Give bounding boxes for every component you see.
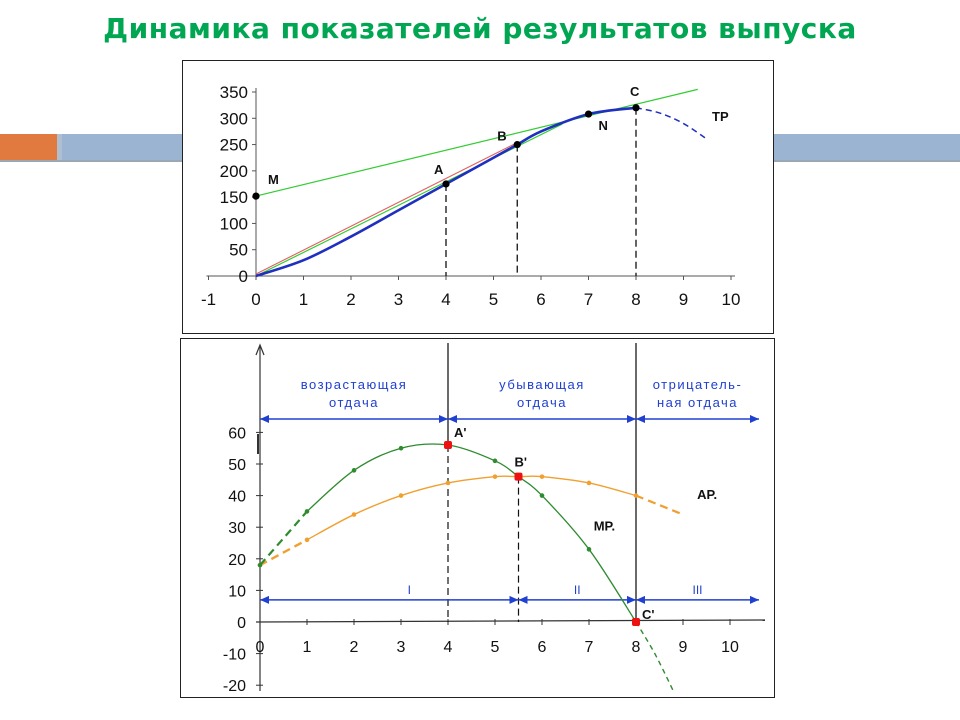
stage-label: II (573, 582, 581, 597)
mp-point (352, 468, 357, 473)
mp-curve (307, 444, 636, 622)
x-tick-label: 4 (441, 290, 451, 309)
ap-curve (307, 476, 636, 540)
mp-ap-chart-panel (180, 338, 775, 698)
stage-arrow-3-head-right (750, 596, 759, 604)
tp-chart-panel (182, 60, 774, 334)
point-label: A (434, 162, 444, 177)
x-tick-label: -1 (200, 290, 217, 309)
y-tick-label: 300 (219, 109, 248, 129)
y-tick-label: 20 (228, 551, 246, 569)
x-axis (256, 620, 765, 622)
mp-point (540, 493, 545, 498)
marker-c-prime (632, 618, 640, 626)
mp-point (399, 446, 404, 451)
ray-line-red (256, 143, 517, 274)
x-tick-label: 7 (584, 639, 594, 656)
x-tick-label: 0 (255, 639, 265, 656)
point-a (442, 180, 449, 187)
y-tick-label: 30 (228, 520, 246, 538)
x-tick-label: 3 (393, 290, 404, 309)
ap-point (399, 493, 404, 498)
point-label: M (268, 172, 279, 188)
x-tick-label: 6 (536, 290, 546, 309)
ap-curve-dashed-end (636, 496, 683, 515)
x-tick-label: 5 (490, 639, 500, 656)
ap-point (587, 481, 592, 486)
point-m (252, 192, 259, 199)
x-tick-label: 10 (721, 639, 739, 656)
y-tick-label: 200 (219, 161, 248, 181)
x-tick-label: 6 (537, 639, 547, 656)
x-tick-label: 7 (583, 290, 594, 309)
stage-label: III (692, 582, 703, 597)
region-arrow-decreasing-head-left (448, 415, 457, 423)
mp-point (493, 459, 498, 464)
point-n (585, 110, 592, 117)
region-label: возрастающая (300, 377, 408, 392)
ap-curve-dashed-start (260, 540, 307, 565)
mp-curve-label: MP. (593, 518, 616, 534)
x-tick-label: 2 (346, 290, 356, 309)
marker-a-prime (444, 441, 452, 449)
point-label: N (598, 118, 608, 134)
y-tick-label: -10 (222, 646, 246, 664)
x-tick-label: 2 (349, 639, 359, 656)
point-label: C (630, 83, 640, 99)
tp-chart (183, 61, 773, 333)
marker-label: C' (642, 607, 655, 622)
x-tick-label: 9 (678, 639, 688, 656)
region-arrow-negative-head-left (636, 415, 645, 423)
y-tick-label: 10 (228, 583, 246, 601)
marker-b-prime (515, 473, 523, 481)
mp-curve-dashed-end (636, 622, 674, 692)
y-tick-label: 350 (219, 83, 248, 102)
marker-label: A' (454, 425, 467, 441)
point-b (514, 141, 521, 148)
mp-point (305, 509, 310, 514)
x-tick-label: 10 (721, 290, 741, 309)
x-tick-label: 4 (443, 639, 453, 656)
region-arrow-increasing-head-left (260, 415, 269, 423)
y-tick-label: 0 (237, 615, 246, 632)
y-tick-label: 150 (219, 188, 248, 208)
tp-curve-dashed (636, 108, 707, 140)
ap-point (352, 512, 357, 517)
mp-curve-dashed-start (260, 511, 307, 565)
stage-arrow-2-head-right (627, 596, 636, 604)
x-tick-label: 1 (298, 290, 309, 309)
slide-title: Динамика показателей результатов выпуска (103, 12, 857, 45)
tangent-line-m (256, 89, 698, 196)
region-arrow-negative-head-right (750, 415, 759, 423)
y-tick-label: -20 (222, 678, 246, 696)
ap-point (493, 474, 498, 479)
ap-point (634, 493, 639, 498)
stage-arrow-2-head-left (519, 596, 528, 604)
ap-point (540, 474, 545, 479)
y-tick-label: 50 (228, 457, 246, 474)
decor-band-orange (0, 134, 57, 160)
ap-curve-label: AP. (697, 486, 718, 502)
region-label: отдача (329, 395, 379, 410)
x-tick-label: 8 (631, 639, 641, 656)
ap-point (446, 481, 451, 486)
point-label: B (497, 128, 507, 144)
stage-arrow-1-head-left (260, 596, 269, 604)
stage-label: I (407, 582, 411, 597)
marker-label: B' (514, 454, 527, 470)
region-label: отрицатель- (652, 377, 743, 392)
stage-arrow-3-head-left (636, 596, 645, 604)
mp-ap-chart (181, 339, 774, 697)
region-label: отдача (517, 395, 567, 410)
y-tick-label: 60 (228, 425, 246, 443)
y-tick-label: 40 (228, 488, 246, 506)
x-tick-label: 0 (251, 290, 261, 309)
region-arrow-decreasing-head-right (627, 415, 636, 423)
mp-point (587, 547, 592, 552)
x-tick-label: 1 (302, 639, 312, 656)
y-tick-label: 100 (219, 214, 248, 234)
y-tick-label: 50 (229, 240, 248, 260)
ap-point (305, 538, 310, 543)
y-tick-label: 250 (219, 135, 248, 155)
region-arrow-increasing-head-right (439, 415, 448, 423)
x-tick-label: 3 (396, 639, 406, 656)
mp-point (258, 563, 263, 568)
point-c (632, 104, 639, 111)
stage-arrow-1-head-right (510, 596, 519, 604)
x-tick-label: 9 (678, 290, 689, 309)
region-label: убывающая (499, 377, 585, 392)
x-tick-label: 8 (631, 290, 641, 309)
y-tick-label: 0 (238, 267, 248, 286)
region-label: ная отдача (656, 395, 739, 410)
x-tick-label: 5 (488, 290, 499, 309)
tp-curve-label: TP (712, 108, 729, 124)
